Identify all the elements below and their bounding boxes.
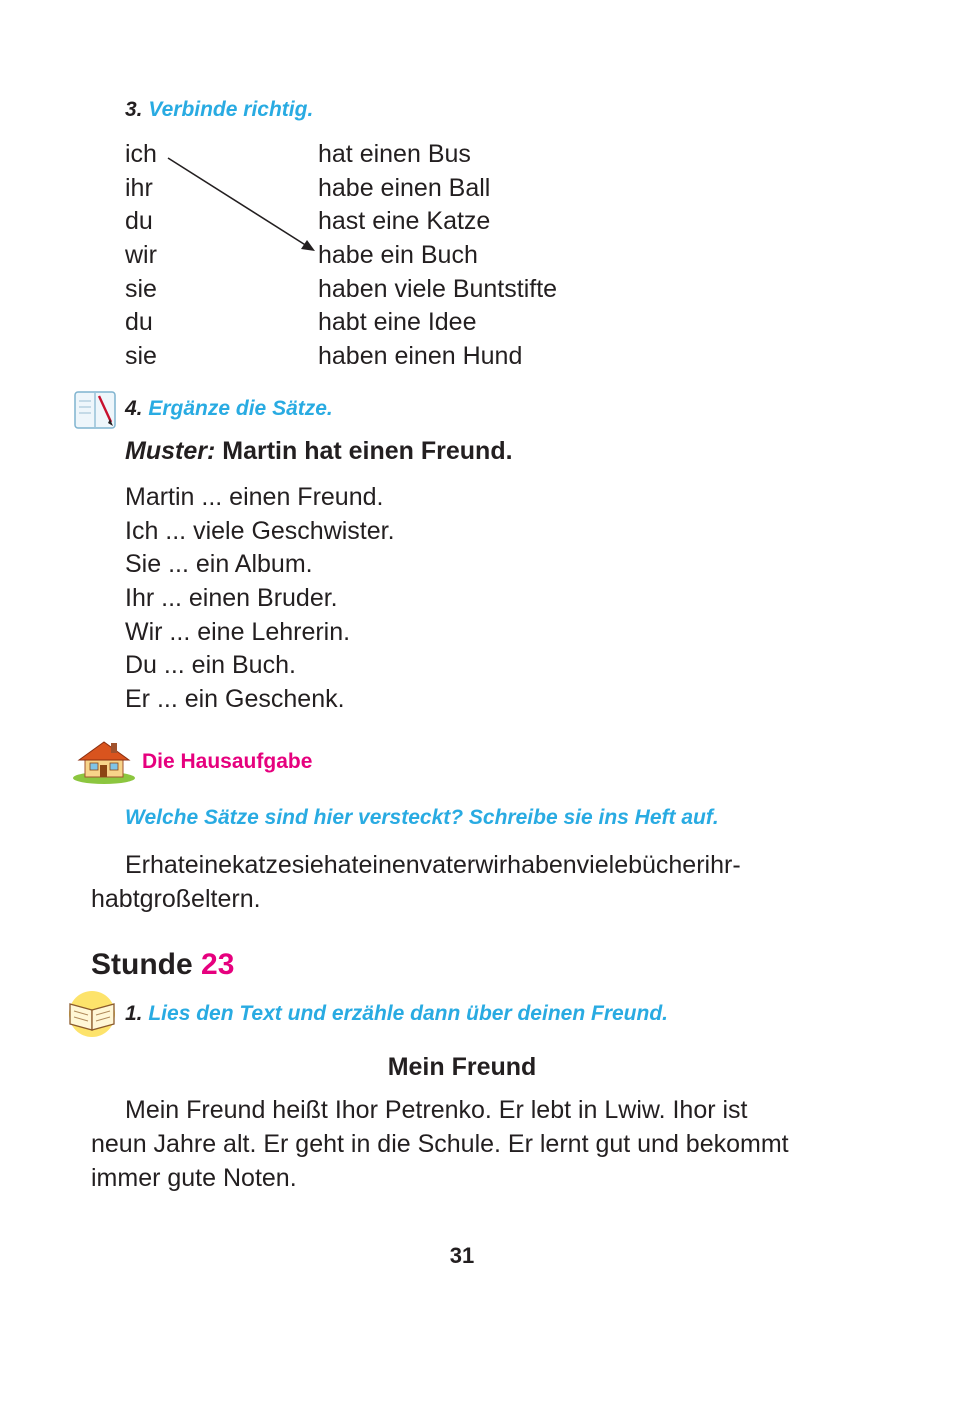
verb-phrase-item: habe ein Buch bbox=[318, 241, 478, 270]
verb-phrase-item: haben viele Buntstifte bbox=[318, 274, 558, 303]
lesson-number: 23 bbox=[201, 948, 235, 981]
reading-title: Mein Freund bbox=[387, 1053, 537, 1081]
reading-line: Mein Freund heißt Ihor Petrenko. Er lebt in Lwiw. Ihor ist bbox=[125, 1096, 748, 1124]
homework-instruction: Welche Sätze sind hier versteckt? Schreibe sie ins Heft auf. bbox=[125, 806, 719, 829]
sentence-item: Ihr ... einen Bruder. bbox=[125, 584, 338, 613]
homework-text bbox=[91, 848, 836, 916]
pronoun-column bbox=[125, 138, 157, 374]
verb-phrase-item: hat einen Bus bbox=[318, 140, 471, 168]
pronoun-item: ich bbox=[125, 140, 157, 168]
task1-number: 1. bbox=[125, 1002, 143, 1025]
house-icon bbox=[71, 738, 137, 784]
page-number: 31 bbox=[449, 1243, 475, 1268]
pronoun-item: du bbox=[125, 308, 153, 337]
pronoun-item: du bbox=[125, 207, 153, 236]
sentence-item: Wir ... eine Lehrerin. bbox=[125, 617, 351, 646]
task1-heading bbox=[125, 1002, 668, 1026]
sentence-item: Ich ... viele Geschwister. bbox=[125, 516, 395, 545]
task4-instruction: Ergänze die Sätze. bbox=[148, 397, 333, 420]
sentence-item: Du ... ein Buch. bbox=[125, 651, 296, 680]
verb-phrase-column bbox=[318, 138, 557, 374]
pronoun-item: sie bbox=[125, 342, 157, 371]
example-arrow bbox=[160, 148, 320, 258]
verb-phrase-item: haben einen Hund bbox=[318, 342, 523, 371]
verb-phrase-item: habe einen Ball bbox=[318, 173, 491, 202]
pronoun-item: wir bbox=[125, 241, 157, 270]
homework-line: habtgroßeltern. bbox=[91, 885, 261, 913]
notebook-icon bbox=[72, 388, 120, 434]
pronoun-item: sie bbox=[125, 274, 157, 303]
task3-heading bbox=[125, 98, 313, 122]
reading-line: immer gute Noten. bbox=[91, 1164, 297, 1192]
lesson-heading bbox=[91, 948, 234, 982]
task4-number: 4. bbox=[125, 397, 143, 420]
sentence-item: Martin ... einen Freund. bbox=[125, 483, 384, 511]
verb-phrase-item: hast eine Katze bbox=[318, 207, 491, 236]
task3-instruction: Verbinde richtig. bbox=[148, 98, 314, 121]
homework-title: Die Hausaufgabe bbox=[142, 750, 313, 773]
sentence-list bbox=[125, 481, 395, 717]
pronoun-item: ihr bbox=[125, 173, 153, 202]
task3-number: 3. bbox=[125, 98, 143, 121]
reading-text bbox=[91, 1093, 836, 1195]
muster-sentence: Martin hat einen Freund. bbox=[222, 437, 513, 465]
sentence-item: Sie ... ein Album. bbox=[125, 550, 313, 579]
homework-line: Erhateinekatzesiehateinenvaterwirhabenvielebücherihr- bbox=[125, 851, 741, 879]
lesson-label: Stunde bbox=[91, 948, 193, 981]
muster-example bbox=[125, 437, 513, 466]
verb-phrase-item: habt eine Idee bbox=[318, 308, 477, 337]
reading-line: neun Jahre alt. Er geht in die Schule. Er lernt gut und bekommt bbox=[91, 1130, 789, 1158]
sentence-item: Er ... ein Geschenk. bbox=[125, 685, 345, 714]
task4-heading bbox=[125, 397, 333, 421]
task1-instruction: Lies den Text und erzähle dann über deinen Freund. bbox=[148, 1002, 668, 1025]
muster-label: Muster: bbox=[125, 437, 216, 465]
book-icon bbox=[64, 990, 120, 1038]
